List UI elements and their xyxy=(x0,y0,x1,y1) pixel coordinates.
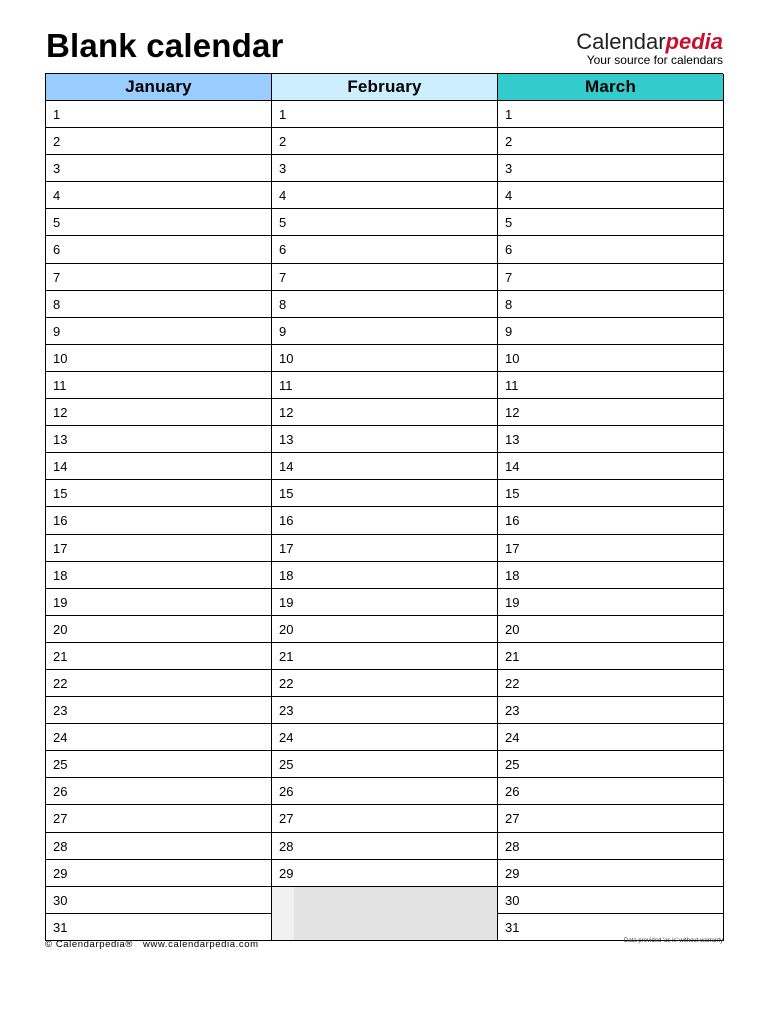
day-cell: 22 xyxy=(498,670,724,697)
day-cell: 23 xyxy=(498,697,724,724)
day-cell: 30 xyxy=(498,887,724,914)
day-cell: 11 xyxy=(272,372,498,399)
day-cell: 13 xyxy=(272,426,498,453)
day-cell: 3 xyxy=(498,155,724,182)
day-cell: 6 xyxy=(498,236,724,263)
day-cell: 28 xyxy=(498,833,724,860)
day-cell: 20 xyxy=(272,616,498,643)
day-cell: 7 xyxy=(46,264,272,291)
filler-shade xyxy=(294,887,497,940)
day-cell: 11 xyxy=(46,372,272,399)
footer-disclaimer: Data provided 'as is' without warranty xyxy=(623,938,723,944)
day-cell: 18 xyxy=(498,562,724,589)
brand-name-part1: Calendar xyxy=(576,29,666,54)
day-cell: 8 xyxy=(46,291,272,318)
day-cell: 1 xyxy=(46,101,272,128)
day-cell: 6 xyxy=(46,236,272,263)
day-cell: 14 xyxy=(272,453,498,480)
brand-logo xyxy=(576,30,723,66)
day-cell: 28 xyxy=(46,833,272,860)
day-cell: 24 xyxy=(272,724,498,751)
month-column xyxy=(498,74,724,941)
day-cell: 21 xyxy=(272,643,498,670)
filler-strip xyxy=(272,887,294,940)
month-header: January xyxy=(46,74,272,101)
day-cell: 16 xyxy=(272,507,498,534)
day-cell: 26 xyxy=(272,778,498,805)
day-cell: 9 xyxy=(46,318,272,345)
day-cell: 19 xyxy=(272,589,498,616)
day-cell: 15 xyxy=(46,480,272,507)
day-cell: 21 xyxy=(46,643,272,670)
day-cell: 7 xyxy=(498,264,724,291)
day-cell: 18 xyxy=(46,562,272,589)
day-cell: 24 xyxy=(498,724,724,751)
day-cell: 15 xyxy=(272,480,498,507)
day-cell: 25 xyxy=(46,751,272,778)
day-cell: 25 xyxy=(272,751,498,778)
day-cell: 5 xyxy=(272,209,498,236)
day-cell: 5 xyxy=(46,209,272,236)
day-cell: 2 xyxy=(498,128,724,155)
day-cell: 6 xyxy=(272,236,498,263)
day-cell: 29 xyxy=(272,860,498,887)
day-cell: 4 xyxy=(272,182,498,209)
day-cell: 13 xyxy=(46,426,272,453)
day-cell: 3 xyxy=(46,155,272,182)
day-cell: 17 xyxy=(498,535,724,562)
day-cell: 25 xyxy=(498,751,724,778)
day-cell: 18 xyxy=(272,562,498,589)
footer-url: www.calendarpedia.com xyxy=(143,939,259,950)
day-cell: 20 xyxy=(498,616,724,643)
footer-copyright: © Calendarpedia® xyxy=(45,939,134,950)
day-cell: 27 xyxy=(46,805,272,832)
day-cell: 1 xyxy=(498,101,724,128)
month-header: March xyxy=(498,74,724,101)
day-cell: 16 xyxy=(498,507,724,534)
day-cell: 19 xyxy=(498,589,724,616)
day-cell: 20 xyxy=(46,616,272,643)
day-cell: 2 xyxy=(46,128,272,155)
day-cell: 28 xyxy=(272,833,498,860)
day-cell: 23 xyxy=(46,697,272,724)
day-cell: 14 xyxy=(498,453,724,480)
day-cell: 4 xyxy=(46,182,272,209)
empty-day-filler xyxy=(272,887,498,941)
day-cell: 29 xyxy=(46,860,272,887)
day-cell: 16 xyxy=(46,507,272,534)
day-cell: 2 xyxy=(272,128,498,155)
calendar-grid xyxy=(45,73,723,941)
day-cell: 7 xyxy=(272,264,498,291)
day-cell: 17 xyxy=(46,535,272,562)
day-cell: 19 xyxy=(46,589,272,616)
day-cell: 9 xyxy=(272,318,498,345)
day-cell: 31 xyxy=(498,914,724,941)
day-cell: 31 xyxy=(46,914,272,941)
day-cell: 23 xyxy=(272,697,498,724)
day-cell: 10 xyxy=(46,345,272,372)
day-cell: 8 xyxy=(272,291,498,318)
footer-credit xyxy=(45,939,259,950)
month-column xyxy=(272,74,498,941)
day-cell: 14 xyxy=(46,453,272,480)
day-cell: 22 xyxy=(272,670,498,697)
day-cell: 30 xyxy=(46,887,272,914)
day-cell: 29 xyxy=(498,860,724,887)
brand-tagline: Your source for calendars xyxy=(586,53,723,67)
day-cell: 15 xyxy=(498,480,724,507)
day-cell: 4 xyxy=(498,182,724,209)
month-column xyxy=(46,74,272,941)
day-cell: 11 xyxy=(498,372,724,399)
day-cell: 12 xyxy=(46,399,272,426)
day-cell: 3 xyxy=(272,155,498,182)
day-cell: 8 xyxy=(498,291,724,318)
day-cell: 27 xyxy=(498,805,724,832)
day-cell: 9 xyxy=(498,318,724,345)
month-header: February xyxy=(272,74,498,101)
day-cell: 5 xyxy=(498,209,724,236)
day-cell: 10 xyxy=(272,345,498,372)
day-cell: 17 xyxy=(272,535,498,562)
page-title: Blank calendar xyxy=(46,27,284,64)
day-cell: 1 xyxy=(272,101,498,128)
day-cell: 21 xyxy=(498,643,724,670)
day-cell: 27 xyxy=(272,805,498,832)
day-cell: 13 xyxy=(498,426,724,453)
brand-name xyxy=(576,30,723,54)
day-cell: 22 xyxy=(46,670,272,697)
day-cell: 26 xyxy=(498,778,724,805)
day-cell: 12 xyxy=(498,399,724,426)
day-cell: 10 xyxy=(498,345,724,372)
brand-name-part2: pedia xyxy=(665,29,723,54)
day-cell: 26 xyxy=(46,778,272,805)
day-cell: 24 xyxy=(46,724,272,751)
day-cell: 12 xyxy=(272,399,498,426)
